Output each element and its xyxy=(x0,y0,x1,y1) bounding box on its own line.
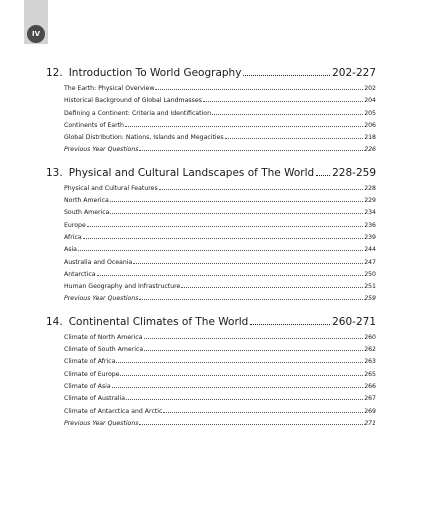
leader-dots xyxy=(144,338,364,339)
toc-entry-page: 204 xyxy=(364,97,376,105)
toc-entry-title: Previous Year Questions xyxy=(64,295,139,303)
table-of-contents xyxy=(46,67,376,430)
leader-dots xyxy=(159,189,364,190)
leader-dots xyxy=(87,226,363,227)
leader-dots xyxy=(125,126,363,127)
toc-entry-page: 244 xyxy=(364,246,376,254)
toc-entry[interactable] xyxy=(64,132,376,144)
leader-dots xyxy=(126,399,363,400)
toc-entry-title: The Earth: Physical Overview xyxy=(64,85,155,92)
toc-entry-title: Previous Year Questions xyxy=(64,146,139,154)
toc-entry-title: Climate of Australia xyxy=(64,395,126,403)
toc-entry[interactable] xyxy=(64,220,376,232)
toc-entry[interactable] xyxy=(64,418,376,430)
leader-dots xyxy=(250,324,330,325)
leader-dots xyxy=(139,299,363,300)
toc-entry-title: Asia xyxy=(64,246,77,254)
chapter-page-range: 260-271 xyxy=(332,315,376,328)
toc-entry-title: Africa xyxy=(64,233,82,241)
toc-entry-page: 218 xyxy=(364,134,376,142)
toc-entry-page: 239 xyxy=(364,233,376,241)
toc-entry-page: 229 xyxy=(364,197,376,205)
leader-dots xyxy=(139,150,363,151)
toc-entry-page: 250 xyxy=(364,270,376,278)
page-number-badge: IV xyxy=(27,25,45,43)
toc-entry[interactable] xyxy=(64,332,376,344)
toc-entry-page: 236 xyxy=(364,221,376,229)
toc-entry-title: Antarctica xyxy=(64,270,96,278)
toc-entry-title: Global Distribution: Nations, Islands and Megacities xyxy=(64,134,224,142)
toc-entry-page: 226 xyxy=(364,146,376,154)
chapter-number: 14. xyxy=(46,315,63,328)
toc-entry-title: Climate of Africa xyxy=(64,358,116,366)
toc-entry-page: 269 xyxy=(364,407,376,415)
toc-entry-title: Historical Background of Global Landmasses xyxy=(64,97,202,105)
toc-entry[interactable] xyxy=(64,232,376,244)
leader-dots xyxy=(116,362,363,363)
toc-entry[interactable] xyxy=(64,381,376,393)
chapter-title: Introduction To World Geography xyxy=(68,67,242,79)
toc-entry-page: 206 xyxy=(364,121,376,129)
chapter-number: 13. xyxy=(46,166,63,179)
toc-entry-page: 266 xyxy=(364,382,376,390)
leader-dots xyxy=(120,375,363,376)
toc-entry[interactable] xyxy=(64,183,376,195)
toc-entry-page: 251 xyxy=(364,283,376,291)
leader-dots xyxy=(83,238,364,239)
toc-entry-title: Previous Year Questions xyxy=(64,419,139,427)
toc-entry[interactable] xyxy=(64,356,376,368)
leader-dots xyxy=(144,350,363,351)
toc-entry-page: 267 xyxy=(364,395,376,403)
toc-entry-title: Climate of Antarctica and Arctic xyxy=(64,407,163,415)
toc-entry-page: 260 xyxy=(364,333,376,341)
toc-entry-page: 228 xyxy=(364,184,376,192)
leader-dots xyxy=(225,138,364,139)
leader-dots xyxy=(212,114,363,115)
toc-entry-page: 271 xyxy=(364,419,376,427)
toc-entry[interactable] xyxy=(64,144,376,156)
toc-entry-page: 247 xyxy=(364,258,376,266)
toc-entry-title: Australia and Oceania xyxy=(64,258,133,266)
chapter-heading[interactable] xyxy=(46,67,376,79)
toc-entry-title: Physical and Cultural Features xyxy=(64,184,158,192)
toc-entry-title: Defining a Continent: Criteria and Identification xyxy=(64,109,211,117)
toc-entry-page: 265 xyxy=(364,370,376,378)
toc-entry[interactable] xyxy=(64,281,376,293)
leader-dots xyxy=(316,175,330,176)
toc-entry[interactable] xyxy=(64,83,376,95)
toc-entry[interactable] xyxy=(64,344,376,356)
chapter-heading[interactable] xyxy=(46,167,376,179)
toc-entry-title: Climate of Europe xyxy=(64,370,120,378)
toc-entry-page: 262 xyxy=(364,346,376,354)
toc-entry-page: 202 xyxy=(364,85,376,92)
toc-entry-title: Climate of Asia xyxy=(64,382,111,390)
toc-entry-title: Human Geography and Infrastructure xyxy=(64,283,181,291)
chapter-title: Continental Climates of The World xyxy=(68,315,249,328)
chapter-page-range: 228-259 xyxy=(332,166,376,179)
leader-dots xyxy=(181,287,363,288)
chapter-page-range: 202-227 xyxy=(332,67,376,79)
toc-entry[interactable] xyxy=(64,108,376,120)
toc-entry[interactable] xyxy=(64,244,376,256)
leader-dots xyxy=(97,275,364,276)
toc-entry-page: 259 xyxy=(364,295,376,303)
toc-entry[interactable] xyxy=(64,120,376,132)
leader-dots xyxy=(203,101,363,102)
leader-dots xyxy=(243,75,330,76)
leader-dots xyxy=(110,213,363,214)
leader-dots xyxy=(133,263,363,264)
leader-dots xyxy=(110,201,363,202)
toc-entry-title: Climate of North America xyxy=(64,333,143,341)
toc-entry-page: 205 xyxy=(364,109,376,117)
leader-dots xyxy=(78,250,363,251)
leader-dots xyxy=(112,387,364,388)
leader-dots xyxy=(139,424,363,425)
toc-entry-title: Continents of Earth xyxy=(64,121,124,129)
toc-entry[interactable] xyxy=(64,406,376,418)
toc-entry[interactable] xyxy=(64,369,376,381)
chapter-heading[interactable] xyxy=(46,316,376,328)
toc-entry[interactable] xyxy=(64,257,376,269)
chapter-title: Physical and Cultural Landscapes of The World xyxy=(68,166,315,179)
toc-entry-title: Europe xyxy=(64,221,86,229)
toc-entry-title: North America xyxy=(64,197,109,205)
toc-entry-title: Climate of South America xyxy=(64,346,144,354)
toc-entry[interactable] xyxy=(64,95,376,107)
toc-entry-title: South America xyxy=(64,209,110,217)
leader-dots xyxy=(163,412,363,413)
chapter-number: 12. xyxy=(46,67,63,79)
toc-entry-page: 234 xyxy=(364,209,376,217)
toc-entry[interactable] xyxy=(64,207,376,219)
leader-dots xyxy=(155,89,363,90)
toc-entry[interactable] xyxy=(64,195,376,207)
toc-entry-page: 263 xyxy=(364,358,376,366)
toc-entry[interactable] xyxy=(64,393,376,405)
toc-entry[interactable] xyxy=(64,293,376,305)
toc-entry[interactable] xyxy=(64,269,376,281)
